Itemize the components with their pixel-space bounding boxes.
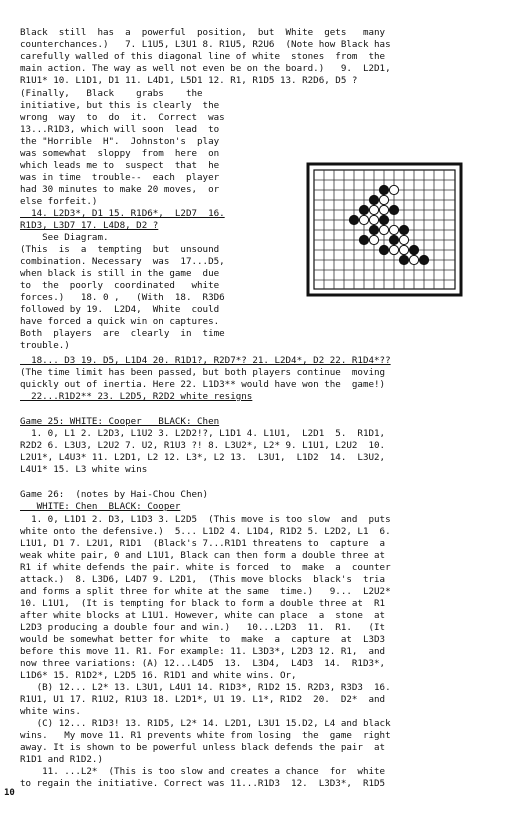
move-line: 22...R1D2** 23. L2D5, R2D2 white resigns <box>20 391 253 402</box>
text-line: white onto the defensive.) 5... L1D2 4. L1D4, R1D2 5. L2D2, L1 6. <box>20 526 391 537</box>
text-line: Black still has a powerful position, but White gets many <box>20 27 386 38</box>
text-line: (The time limit has been passed, but both players continue moving <box>20 367 386 378</box>
text-line: (Finally, Black grabs the <box>20 88 203 99</box>
text-line: counterchances.) 7. L1U5, L3U1 8. R1U5, R2U6 (Note how Black has <box>20 39 391 50</box>
board-diagram <box>306 162 463 297</box>
text-line: L2D3 producing a double four and win.) 10...L2D3 11. R1. (It <box>20 622 386 633</box>
text-line: combination. Necessary was 17...D5, <box>20 256 225 267</box>
text-line: 11. ...L2* (This is too slow and creates a chance for white <box>20 766 386 777</box>
text-line: had 30 minutes to make 20 moves, or <box>20 184 220 195</box>
text-line: trouble.) <box>20 340 70 351</box>
text-line: the "Horrible H". Johnston's play <box>20 136 220 147</box>
text-line: L4U1* 15. L3 white wins <box>20 464 148 475</box>
text-line: was somewhat sloppy from here on <box>20 148 220 159</box>
text-line: R1D1 and R1D2.) <box>20 754 103 765</box>
text-line: carefully walled of this diagonal line of white stones from the <box>20 51 386 62</box>
text-line: else forfeit.) <box>20 196 98 207</box>
move-line: 14. L2D3*, D1 15. R1D6*, L2D7 16. <box>20 208 225 219</box>
text-line: which leads me to suspect that he <box>20 160 220 171</box>
text-line: (C) 12... R1D3! 13. R1D5, L2* 14. L2D1, L3U1 15.D2, L4 and black <box>20 718 391 729</box>
text-line: L1D6* 15. R1D2*, L2D5 16. R1D1 and white wins. Or, <box>20 670 297 681</box>
text-line: after white blocks at L1U1. However, white can place a stone at <box>20 610 386 621</box>
text-line: followed by 19. L2D4, White could <box>20 304 220 315</box>
game-26-players: WHITE: Chen BLACK: Cooper <box>20 501 181 512</box>
text-line: forces.) 18. 0 , (With 18. R3D6 <box>20 292 225 303</box>
text-line: attack.) 8. L3D6, L4D7 9. L2D1, (This move blocks black's tria <box>20 574 386 585</box>
text-line: Both players are clearly in time <box>20 328 225 339</box>
text-line: to regain the initiative. Correct was 11...R1D3 12. L3D3*, R1D5 <box>20 778 386 789</box>
text-line: would be somewhat better for white to make a capture at L3D3 <box>20 634 386 645</box>
page-number: 10 <box>4 788 15 798</box>
game-26-heading: Game 26: (notes by Hai-Chou Chen) <box>20 489 209 500</box>
text-line: when black is still in the game due <box>20 268 220 279</box>
text-line: R1 if white defends the pair. white is forced to make a counter <box>20 562 391 573</box>
text-line: 1. 0, L1 2. L2D3, L1U2 3. L2D2!?, L1D1 4. L1U1, L2D1 5. R1D1, <box>20 428 386 439</box>
text-line: to the poorly coordinated white <box>20 280 220 291</box>
text-line: 1. 0, L1D1 2. D3, L1D3 3. L2D5 (This move is too slow and puts <box>20 514 391 525</box>
text-line: weak white pair, 0 and L1U1, Black can then form a double three at <box>20 550 386 561</box>
text-line: now three variations: (A) 12...L4D5 13. L3D4, L4D3 14. R1D3*, <box>20 658 386 669</box>
text-line: before this move 11. R1. For example: 11. L3D3*, L2D3 12. R1, and <box>20 646 386 657</box>
text-line: was in time trouble-- each player <box>20 172 220 183</box>
text-line: initiative, but this is clearly the <box>20 100 220 111</box>
text-line: and forms a split three for white at the same time.) 9... L2U2* <box>20 586 391 597</box>
text-line: white wins. <box>20 706 81 717</box>
text-line: have forced a quick win on captures. <box>20 316 220 327</box>
text-line: away. It is shown to be powerful unless black defends the pair at <box>20 742 386 753</box>
game-25-heading: Game 25: WHITE: Cooper BLACK: Chen <box>20 416 220 427</box>
text-line: 10. L1U1, (It is tempting for black to form a double three at R1 <box>20 598 386 609</box>
text-line: R1U1* 10. L1D1, D1 11. L4D1, L5D1 12. R1, R1D5 13. R2D6, D5 ? <box>20 75 358 86</box>
text-line: R1U1, U1 17. R1U2, R1U3 18. L2D1*, U1 19. L1*, R1D2 20. D2* and <box>20 694 386 705</box>
text-line: L2U1*, L4U3* 11. L2D1, L2 12. L3*, L2 13. L3U1, L1D2 14. L3U2, <box>20 452 386 463</box>
text-line: (This is a tempting but unsound <box>20 244 220 255</box>
text-line: (B) 12... L2* 13. L3U1, L4U1 14. R1D3*, R1D2 15. R2D3, R3D3 16. <box>20 682 391 693</box>
text-line: main action. The way as well not even be on the board.) 9. L2D1, <box>20 63 391 74</box>
move-line: 18... D3 19. D5, L1D4 20. R1D1?, R2D7*? 21. L2D4*, D2 22. R1D4*?? <box>20 355 391 366</box>
text-line: 13...R1D3, which will soon lead to <box>20 124 220 135</box>
diagram-reference: See Diagram. <box>20 232 109 243</box>
text-line: wrong way to do it. Correct was <box>20 112 225 123</box>
text-line: wins. My move 11. R1 prevents white from losing the game right <box>20 730 391 741</box>
text-line: R2D2 6. L3U3, L2U2 7. U2, R1U3 ?! 8. L3U2*, L2* 9. L1U1, L2U2 10. <box>20 440 386 451</box>
text-line: L1U1, D1 7. L2U1, R1D1 (Black's 7...R1D1 threatens to capture a <box>20 538 386 549</box>
text-line: quickly out of inertia. Here 22. L1D3** would have won the game!) <box>20 379 386 390</box>
move-line: R1D3, L3D7 17. L4D8, D2 ? <box>20 220 159 231</box>
